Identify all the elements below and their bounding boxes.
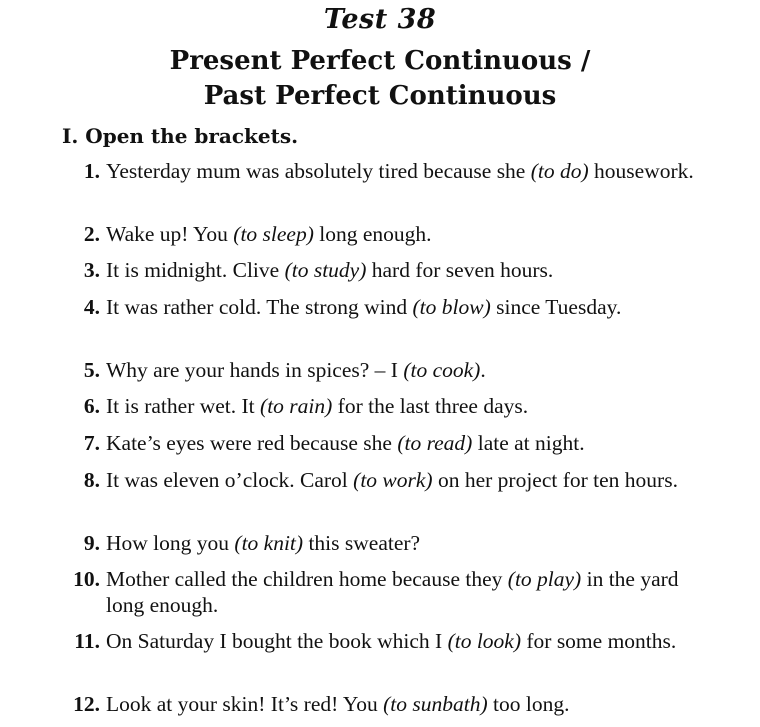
item-text: On Saturday I bought the book which I (to look) for some months. xyxy=(106,629,677,653)
item-text: Look at your skin! It’s red! You (to sunbath) too long. xyxy=(106,692,570,716)
item-number: 6. xyxy=(83,394,100,418)
item-text: Yesterday mum was absolutely tired because she (to do) housework. xyxy=(106,159,694,183)
title-line-1: Present Perfect Continuous / xyxy=(169,46,591,76)
item-number: 11. xyxy=(74,629,100,653)
item-text: How long you (to knit) this sweater? xyxy=(106,531,421,555)
item-text: It is rather wet. It (to rain) for the last three days. xyxy=(106,394,529,418)
item-text: It is midnight. Clive (to study) hard for seven hours. xyxy=(106,258,554,282)
item-number: 5. xyxy=(83,358,100,382)
verb-prompt: (to do) xyxy=(530,159,589,183)
verb-prompt: (to knit) xyxy=(234,531,304,555)
item-text: Wake up! You (to sleep) long enough. xyxy=(106,222,432,246)
item-number: 10. xyxy=(73,567,100,591)
section-heading: I. Open the brackets. xyxy=(62,124,299,148)
verb-prompt: (to read) xyxy=(397,431,473,455)
verb-prompt: (to rain) xyxy=(260,394,333,418)
item-number: 3. xyxy=(83,258,100,282)
test-number: Test 38 xyxy=(323,4,437,35)
verb-prompt: (to blow) xyxy=(412,295,491,319)
item-number: 4. xyxy=(83,295,100,319)
verb-prompt: (to look) xyxy=(447,629,521,653)
item-number: 2. xyxy=(83,222,100,246)
item-number: 7. xyxy=(83,431,100,455)
item-number: 8. xyxy=(83,468,100,492)
item-text: Mother called the children home because they (to play) in the yard long enough. xyxy=(106,567,679,617)
verb-prompt: (to work) xyxy=(353,468,433,492)
item-text: It was eleven o’clock. Carol (to work) on her project for ten hours. xyxy=(106,468,678,492)
page-title xyxy=(0,44,760,114)
item-text: It was rather cold. The strong wind (to blow) since Tuesday. xyxy=(106,295,622,319)
item-text: Why are your hands in spices? – I (to cook). xyxy=(106,358,486,382)
verb-prompt: (to study) xyxy=(284,258,367,282)
item-text: Kate’s eyes were red because she (to read) late at night. xyxy=(106,431,585,455)
verb-prompt: (to sleep) xyxy=(233,222,314,246)
verb-prompt: (to sunbath) xyxy=(383,692,488,716)
verb-prompt: (to cook) xyxy=(403,358,481,382)
verb-prompt: (to play) xyxy=(507,567,582,591)
title-line-2: Past Perfect Continuous xyxy=(203,81,557,111)
item-number: 9. xyxy=(83,531,100,555)
item-number: 12. xyxy=(73,692,100,716)
item-number: 1. xyxy=(83,159,100,183)
